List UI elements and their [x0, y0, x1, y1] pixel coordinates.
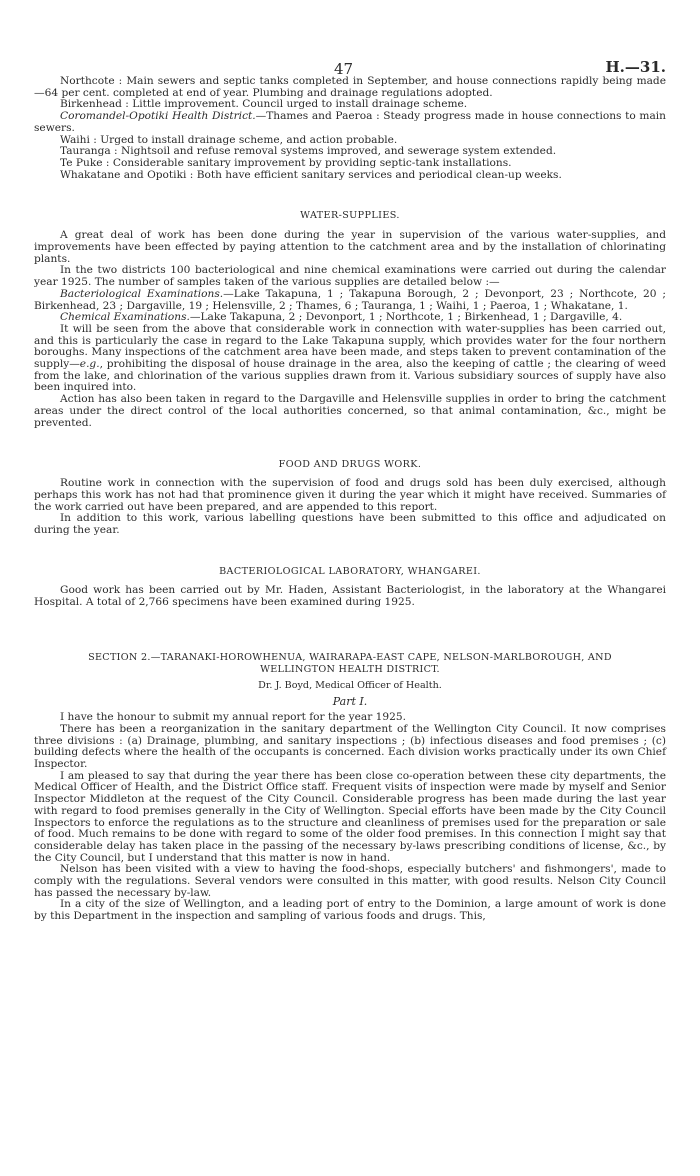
author-byline: Dr. J. Boyd, Medical Officer of Health. — [258, 680, 442, 692]
section-2-title: SECTION 2.—TARANAKI-HOROWHENUA, WAIRARAPA-EAST CAPE, NELSON-MARLBOROUGH, AND WELLINGTON HEALTH DISTRICT. — [88, 652, 612, 676]
paragraph: In the two districts 100 bacteriological and nine chemical examinations were carried out during the calendar year 1925. The number of samples taken of the various supplies are detailed below :— — [34, 264, 666, 289]
paragraph: Routine work in connection with the supervision of food and drugs sold has been duly exercised, although perhaps this work has not had that prominence given it during the year which it might have received. Summaries of the work carried out have been prepared, and are appended to this report. — [34, 477, 666, 513]
district-entry: Coromandel-Opotiki Health District.—Thames and Paeroa : Steady progress made in house connections to main sewers. — [34, 110, 666, 134]
bacteriological-examinations: Bacteriological Examinations.—Lake Takapuna, 1 ; Takapuna Borough, 2 ; Devonport, 23 ; Northcote, 20 ; Birkenhead, 23 ; Dargaville, 19 ; Helensville, 2 ; Thames, 6 ; Tauranga, 1 ; Waihi, 1 ; Paeroa, 1 ; Whakatane, 1. — [34, 287, 666, 312]
paragraph: A great deal of work has been done during the year in supervision of the various water-supplies, and improvements have been effected by paying attention to the catchment area and by the installation of chlorinating plants. — [34, 229, 666, 265]
laboratory-heading: BACTERIOLOGICAL LABORATORY, WHANGAREI. — [219, 565, 481, 577]
district-sanitation-list — [34, 76, 666, 181]
paragraph: Nelson has been visited with a view to having the food-shops, especially butchers' and fishmongers', made to comply with the regulations. Several vendors were consulted in this matter, with good results. Nelson City Council has passed the necessary by-law. — [34, 863, 666, 899]
district-entry: Birkenhead : Little improvement. Council urged to install drainage scheme. — [60, 98, 468, 111]
page-number: 47 — [334, 60, 354, 78]
district-entry: Tauranga : Nightsoil and refuse removal systems improved, and sewerage system extended. — [60, 145, 557, 158]
district-entry: Northcote : Main sewers and septic tanks completed in September, and house connections rapidly being made—64 per cent. completed at end of year. Plumbing and drainage regulations adopted. — [34, 75, 666, 99]
food-drugs-section — [34, 478, 666, 537]
document-reference: H.—31. — [605, 58, 666, 76]
paragraph: In addition to this work, various labelling questions have been submitted to this office and adjudicated on during the year. — [34, 512, 666, 537]
section-2-body — [34, 712, 666, 923]
food-drugs-heading: FOOD AND DRUGS WORK. — [278, 459, 422, 471]
chemical-examinations: Chemical Examinations.—Lake Takapuna, 2 ; Devonport, 1 ; Northcote, 1 ; Birkenhead, 1 ; Dargaville, 4. — [60, 311, 623, 324]
water-supplies-heading: WATER-SUPPLIES. — [300, 210, 400, 222]
paragraph: Good work has been carried out by Mr. Haden, Assistant Bacteriologist, in the laboratory at the Whangarei Hospital. A total of 2,766 specimens have been examined during 1925. — [34, 583, 666, 608]
paragraph: It will be seen from the above that considerable work in connection with water-supplies has been carried out, and this is particularly the case in regard to the Lake Takapuna supply, which provides water for the four northern boroughs. Many inspections of the catchment area have been made, and steps taken to prevent contamination of the supply—e.g., prohibiting the disposal of house drainage in the area, also the keeping of cattle ; the clearing of weed from the lake, and chlorination of the various supplies drawn from it. Various subsidiary sources of supply have also been inquired into. — [34, 322, 666, 394]
water-supplies-section — [34, 230, 666, 429]
paragraph: There has been a reorganization in the sanitary department of the Wellington City Council. It now comprises three divisions : (a) Drainage, plumbing, and sanitary inspections ; (b) infectious diseases and food premises ; (c) building defects where the health of the occupants is concerned. Each division works practically under its own Chief Inspector. — [34, 722, 666, 771]
district-entry: Waihi : Urged to install drainage scheme, and action probable. — [60, 133, 398, 146]
paragraph: I am pleased to say that during the year there has been close co-operation between these city departments, the Medical Officer of Health, and the District Office staff. Frequent visits of inspection were made by myself and Senior Inspector Middleton at the request of the City Council. Considerable progress has been made during the last year with regard to food premises generally in the City of Wellington. Special efforts have been made by the City Council Inspectors to enforce the regulations as to the structure and cleanliness of premises used for the preparation or sale of food. Much remains to be done with regard to some of the older food premises. In this connection I might say that considerable delay has taken place in the passing of the necessary by-laws prescribing conditions of license, &c., by the City Council, but I understand that this matter is now in hand. — [34, 769, 666, 864]
district-entry: Whakatane and Opotiki : Both have efficient sanitary services and periodical clean-up weeks. — [60, 168, 562, 181]
laboratory-section — [34, 585, 666, 608]
document-page — [34, 0, 666, 923]
paragraph: Action has also been taken in regard to the Dargaville and Helensville supplies in order to bring the catchment areas under the direct control of the local authorities concerned, so that animal contamination, &c., might be prevented. — [34, 393, 666, 429]
part-heading: Part I. — [332, 695, 368, 709]
paragraph: I have the honour to submit my annual report for the year 1925. — [60, 711, 406, 724]
paragraph: In a city of the size of Wellington, and a leading port of entry to the Dominion, a large amount of work is done by this Department in the inspection and sampling of various foods and drugs. This, — [34, 898, 666, 923]
district-entry: Te Puke : Considerable sanitary improvement by providing septic-tank installations. — [60, 156, 512, 169]
page-header — [34, 0, 666, 76]
